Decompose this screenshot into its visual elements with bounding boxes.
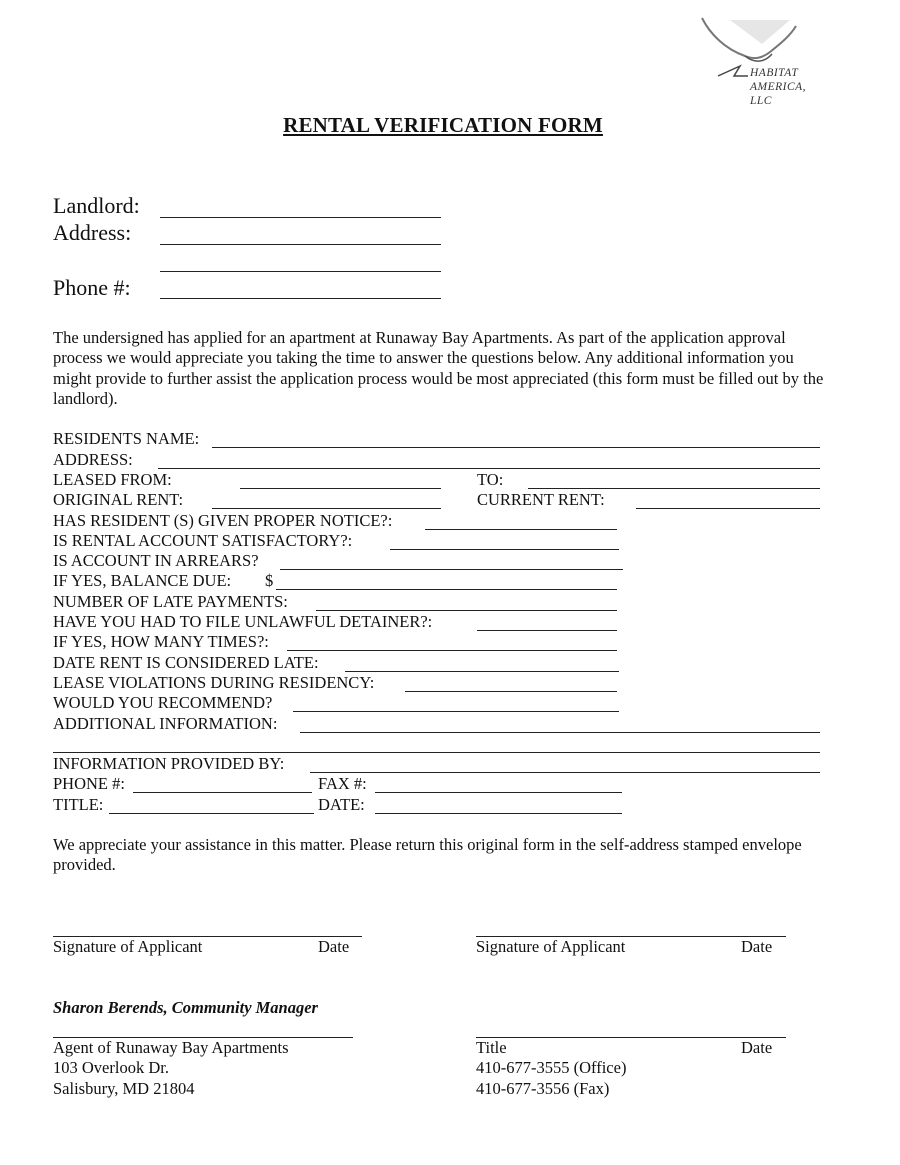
date-label: Date <box>741 937 773 956</box>
phone-field[interactable] <box>160 298 441 299</box>
leased-from-field[interactable] <box>240 488 441 489</box>
recommend-label: WOULD YOU RECOMMEND? <box>53 693 273 712</box>
dollar-sign: $ <box>265 571 274 590</box>
original-rent-label: ORIGINAL RENT: <box>53 490 184 509</box>
intro-paragraph: The undersigned has applied for an apartment at Runaway Bay Apartments. As part of the application approval process we would appreciate you taking the time to answer the questions below. Any additional information you might provide to further assist the application process would be most appreciated (this form must be filled out by the landlord). <box>53 328 824 409</box>
closing-paragraph: We appreciate your assistance in this matter. Please return this original form in the self-address stamped envelope provided. <box>53 835 802 875</box>
leased-from-label: LEASED FROM: <box>53 470 172 489</box>
title-signature-line[interactable] <box>476 1037 786 1038</box>
resident-address-field[interactable] <box>158 468 820 469</box>
date-late-label: DATE RENT IS CONSIDERED LATE: <box>53 653 319 672</box>
residents-name-label: RESIDENTS NAME: <box>53 429 200 448</box>
how-many-label: IF YES, HOW MANY TIMES?: <box>53 632 269 651</box>
unlawful-detainer-field[interactable] <box>477 630 617 631</box>
to-field[interactable] <box>528 488 820 489</box>
phone-label: Phone #: <box>53 275 131 300</box>
date-label: DATE: <box>318 795 365 814</box>
street-address: 103 Overlook Dr. <box>53 1058 169 1077</box>
address-label: Address: <box>53 220 132 245</box>
unlawful-detainer-label: HAVE YOU HAD TO FILE UNLAWFUL DETAINER?: <box>53 612 433 631</box>
to-label: TO: <box>477 470 504 489</box>
balance-due-field[interactable] <box>276 589 617 590</box>
agent-label: Agent of Runaway Bay Apartments <box>53 1038 289 1057</box>
provided-by-field[interactable] <box>310 772 820 773</box>
original-rent-field[interactable] <box>212 508 441 509</box>
residents-name-field[interactable] <box>212 447 820 448</box>
title-label: TITLE: <box>53 795 104 814</box>
provided-by-label: INFORMATION PROVIDED BY: <box>53 754 285 773</box>
page-title: RENTAL VERIFICATION FORM <box>283 113 603 137</box>
signature-label: Signature of Applicant <box>476 937 626 956</box>
office-phone: 410-677-3555 (Office) <box>476 1058 627 1077</box>
additional-info-field[interactable] <box>300 732 820 733</box>
date-label: Date <box>318 937 350 956</box>
additional-info-label: ADDITIONAL INFORMATION: <box>53 714 278 733</box>
logo-text: AMERICA, <box>750 81 807 93</box>
city-address: Salisbury, MD 21804 <box>53 1079 195 1098</box>
date-label: Date <box>741 1038 773 1057</box>
manager-name: Sharon Berends, Community Manager <box>53 998 318 1017</box>
fax-field[interactable] <box>375 792 622 793</box>
title-field[interactable] <box>109 813 314 814</box>
arrears-field[interactable] <box>280 569 623 570</box>
logo-text: LLC <box>750 95 772 107</box>
date-late-field[interactable] <box>345 671 619 672</box>
logo-text: HABITAT <box>750 67 799 79</box>
violations-field[interactable] <box>405 691 617 692</box>
address-field[interactable] <box>160 244 441 245</box>
how-many-field[interactable] <box>287 650 617 651</box>
proper-notice-label: HAS RESIDENT (S) GIVEN PROPER NOTICE?: <box>53 511 393 530</box>
recommend-field[interactable] <box>293 711 619 712</box>
address-label: ADDRESS: <box>53 450 133 469</box>
address-field-line2[interactable] <box>160 271 441 272</box>
signature-label: Signature of Applicant <box>53 937 203 956</box>
current-rent-label: CURRENT RENT: <box>477 490 605 509</box>
current-rent-field[interactable] <box>636 508 820 509</box>
phone-label: PHONE #: <box>53 774 125 793</box>
habitat-america-logo <box>700 14 830 114</box>
fax-label: FAX #: <box>318 774 367 793</box>
satisfactory-label: IS RENTAL ACCOUNT SATISFACTORY?: <box>53 531 353 550</box>
landlord-label: Landlord: <box>53 193 140 218</box>
proper-notice-field[interactable] <box>425 529 617 530</box>
violations-label: LEASE VIOLATIONS DURING RESIDENCY: <box>53 673 375 692</box>
late-payments-label: NUMBER OF LATE PAYMENTS: <box>53 592 288 611</box>
date-field[interactable] <box>375 813 622 814</box>
late-payments-field[interactable] <box>316 610 617 611</box>
arrears-label: IS ACCOUNT IN ARREARS? <box>53 551 259 570</box>
satisfactory-field[interactable] <box>390 549 619 550</box>
balance-due-label: IF YES, BALANCE DUE: <box>53 571 232 590</box>
additional-info-field-line2[interactable] <box>53 752 820 753</box>
title-label: Title <box>476 1038 507 1057</box>
fax-phone: 410-677-3556 (Fax) <box>476 1079 610 1098</box>
landlord-field[interactable] <box>160 217 441 218</box>
phone-field[interactable] <box>133 792 312 793</box>
